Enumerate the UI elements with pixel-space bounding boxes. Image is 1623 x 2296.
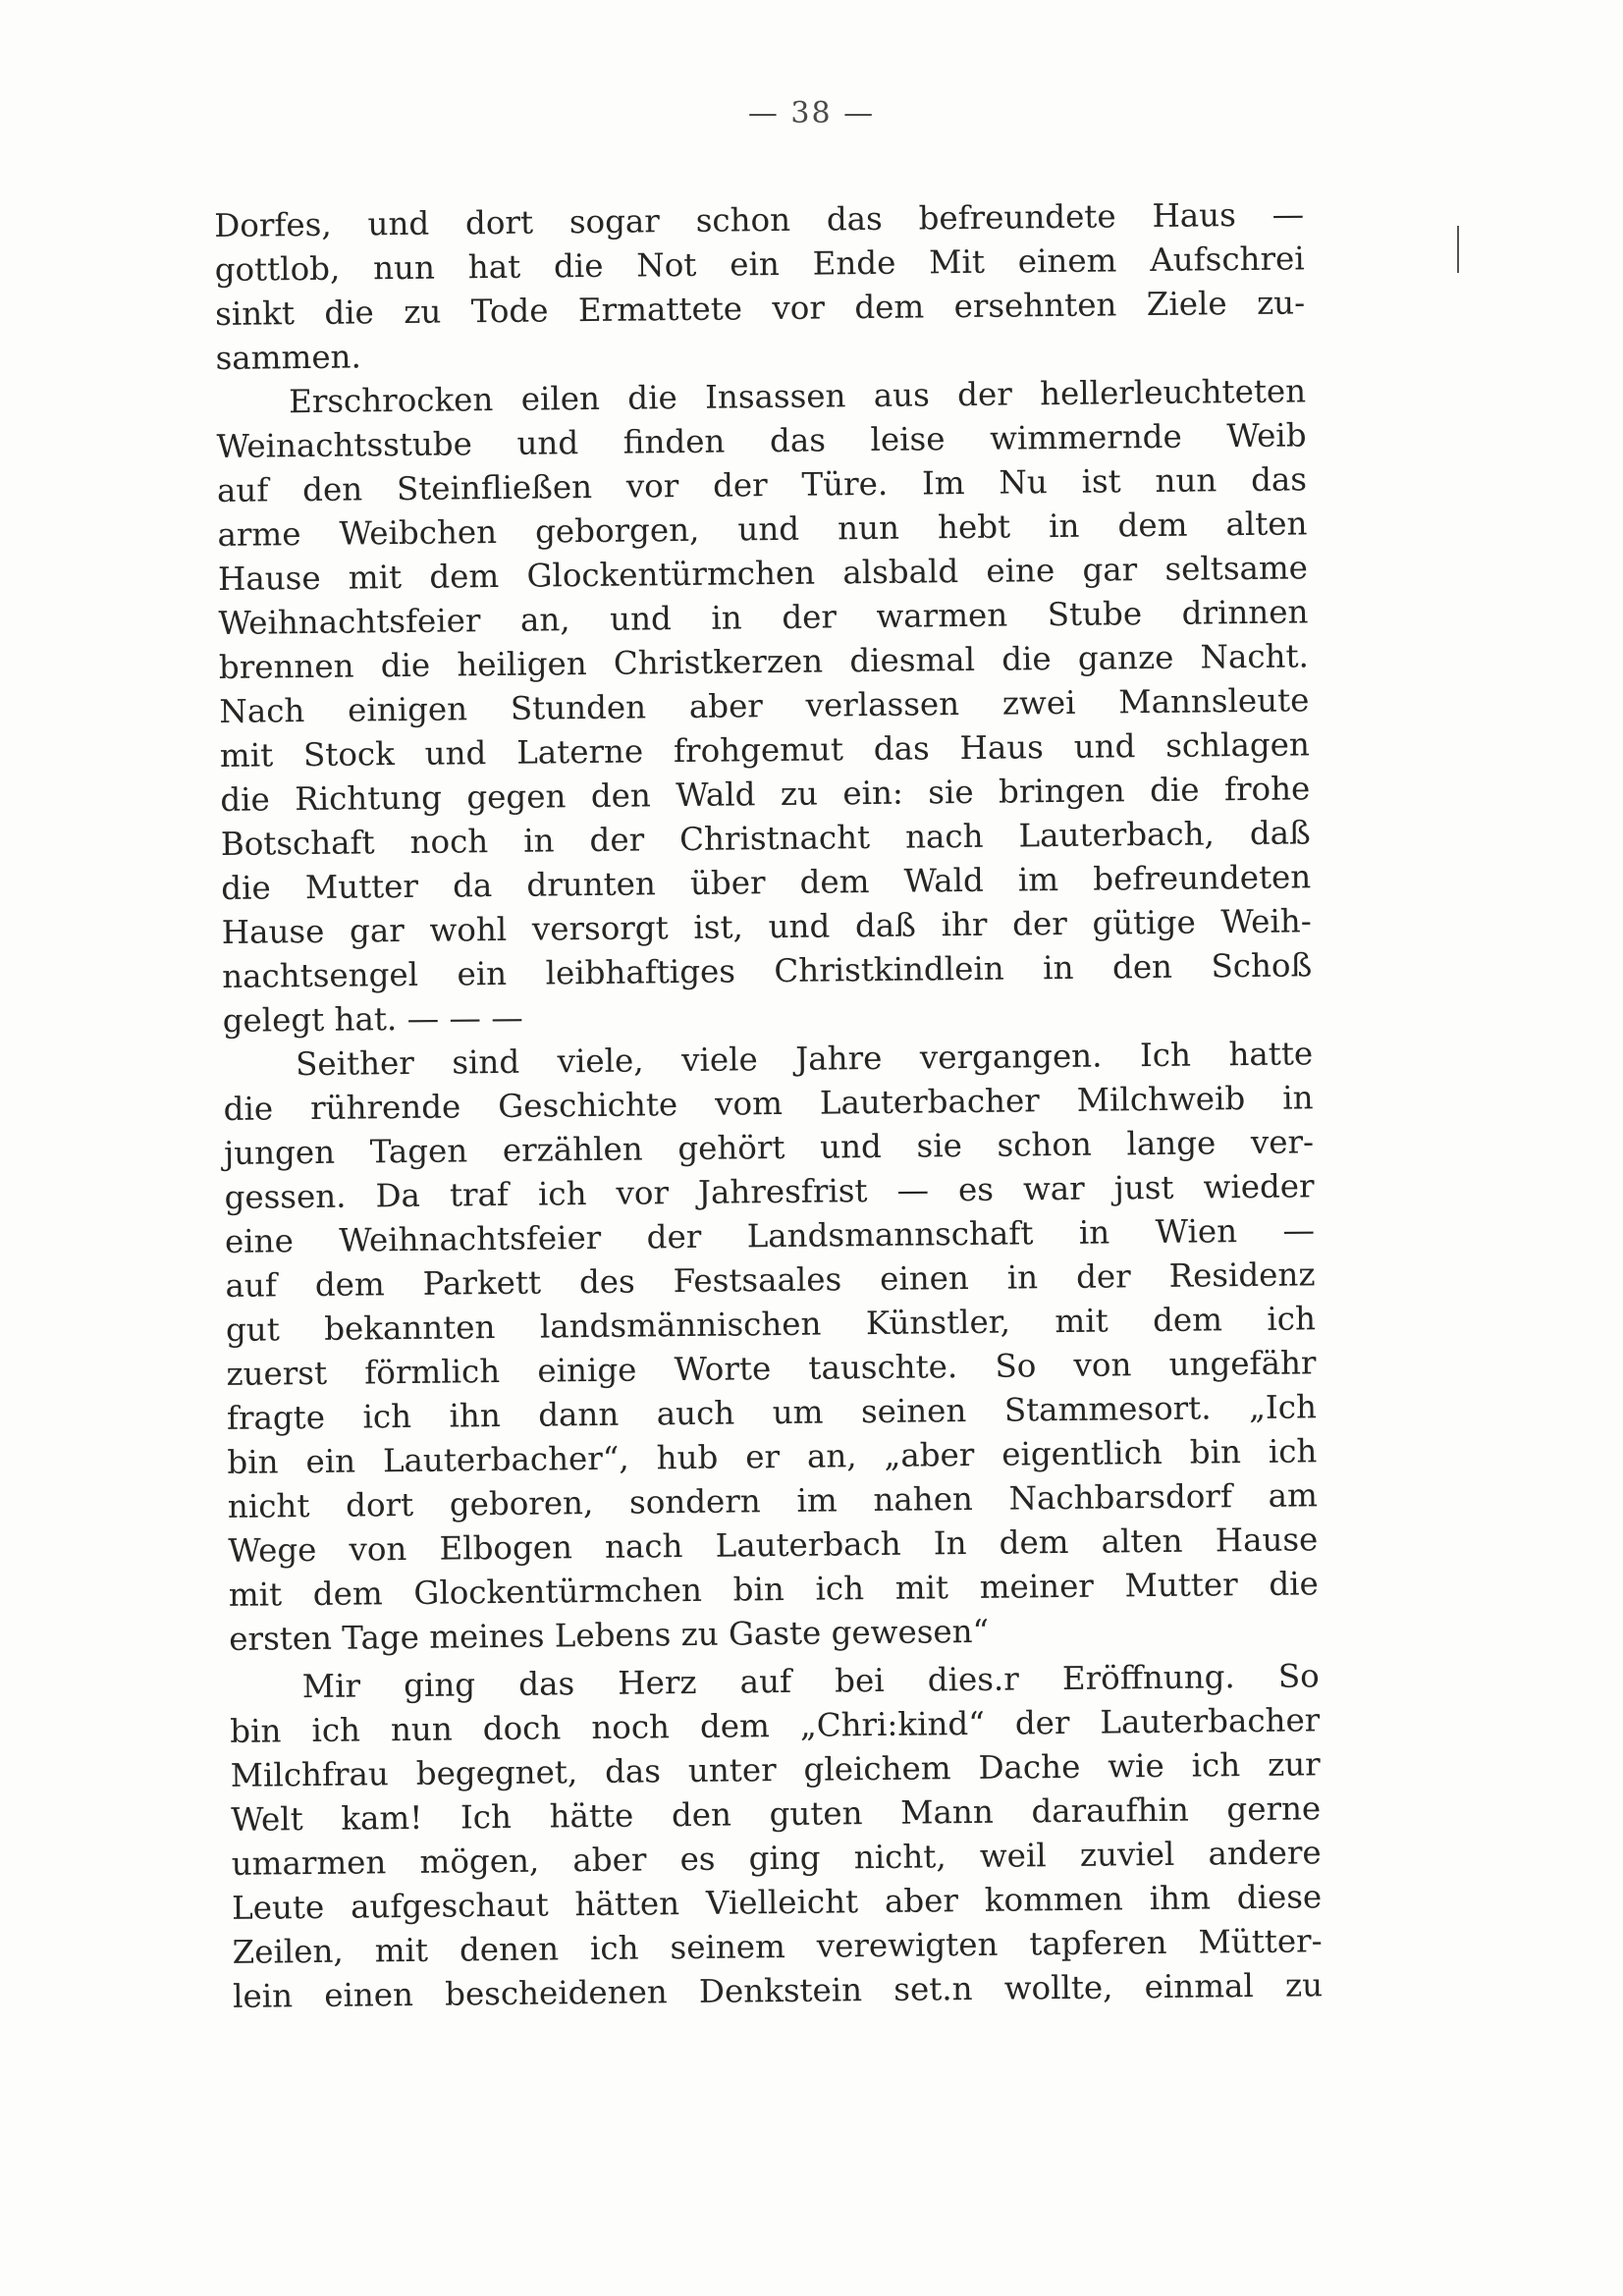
text-line: sammen. (215, 338, 362, 377)
text-line: Leute aufgeschaut hätten Vielleicht aber kommen ihm diese (231, 1878, 1323, 1927)
text-line: arme Weibchen geborgen, und nun hebt in dem alten (217, 505, 1308, 554)
text-line: gottlob, nun hat die Not ein Ende Mit einem Aufschrei (214, 240, 1305, 289)
text-line: Hause mit dem Glockentürmchen alsbald eine gar seltsame (217, 549, 1309, 598)
text-line: Erschrocken eilen die Insassen aus der hellerleuchteten (288, 372, 1307, 421)
text-line: eine Weihnachtsfeier der Landsmannschaft in Wien — (224, 1211, 1316, 1260)
body-text (214, 192, 1323, 2019)
text-line: gut bekannten landsmännischen Künstler, mit dem ich (225, 1300, 1317, 1349)
text-line: gessen. Da traf ich vor Jahresfrist — es war just wieder (224, 1167, 1315, 1216)
text-line: jungen Tagen erzählen gehört und sie schon lange ver- (223, 1123, 1315, 1172)
text-line: mit dem Glockentürmchen bin ich mit meiner Mutter die (228, 1565, 1319, 1614)
text-line: auf den Steinfließen vor der Türe. Im Nu ist nun das (216, 460, 1308, 509)
page-number: — 38 — (747, 96, 876, 131)
text-line: Wege von Elbogen nach Lauterbach In dem alten Hause (228, 1521, 1319, 1570)
text-line: gelegt hat. — — — (222, 998, 523, 1040)
text-line: Seither sind viele, viele Jahre vergangen. Ich hatte (295, 1035, 1314, 1084)
text-line: zuerst förmlich einige Worte tauschte. So von ungefähr (226, 1344, 1317, 1393)
text-line: Welt kam! Ich hätte den guten Mann daraufhin gerne (231, 1789, 1322, 1839)
text-line: die Mutter da drunten über dem Wald im befreundeten (221, 858, 1312, 907)
text-line: nicht dort geboren, sondern im nahen Nachbarsdorf am (227, 1476, 1319, 1525)
text-line: bin ein Lauterbacher“, hub er an, „aber eigentlich bin ich (227, 1432, 1318, 1481)
text-line: die Richtung gegen den Wald zu ein: sie bringen die frohe (220, 770, 1311, 819)
text-line: nachtsengel ein leibhaftiges Christkindlein in den Schoß (222, 946, 1313, 995)
text-line: Weihnachtsfeier an, und in der warmen Stube drinnen (218, 593, 1309, 642)
text-line: lein einen bescheidenen Denkstein set.n wollte, einmal zu (232, 1966, 1324, 2015)
text-line: sinkt die zu Tode Ermattete vor dem ersehnten Ziele zu- (214, 284, 1306, 333)
text-line: bin ich nun doch noch dem „Chri:kind“ der Lauterbacher (230, 1701, 1321, 1750)
text-line: Hause gar wohl versorgt ist, und daß ihr der gütige Weih- (221, 902, 1312, 951)
text-line: umarmen mögen, aber es ging nicht, weil zuviel andere (231, 1834, 1322, 1883)
margin-mark (1457, 226, 1459, 273)
text-line: Botschaft noch in der Christnacht nach Lauterbach, daß (220, 814, 1311, 863)
text-line: fragte ich ihn dann auch um seinen Stammesort. „Ich (226, 1388, 1318, 1437)
text-line: Weinachtsstube und finden das leise wimmernde Weib (216, 416, 1307, 465)
text-line: auf dem Parkett des Festsaales einen in der Residenz (225, 1255, 1316, 1305)
text-line: Milchfrau begegnet, das unter gleichem Dache wie ich zur (230, 1745, 1321, 1794)
text-line: Mir ging das Herz auf bei dies.r Eröffnung. So (301, 1657, 1320, 1706)
text-line: ersten Tage meines Lebens zu Gaste gewesen“ (229, 1612, 990, 1658)
text-line: Dorfes, und dort sogar schon das befreundete Haus — (214, 195, 1305, 244)
text-line: die rührende Geschichte vom Lauterbacher Milchweib in (223, 1079, 1314, 1128)
text-line: Zeilen, mit denen ich seinem verewigten tapferen Mütter- (232, 1922, 1323, 1971)
text-line: brennen die heiligen Christkerzen diesmal die ganze Nacht. (218, 637, 1310, 686)
text-line: Nach einigen Stunden aber verlassen zwei Mannsleute (219, 681, 1310, 730)
text-line: mit Stock und Laterne frohgemut das Haus und schlagen (219, 725, 1311, 774)
